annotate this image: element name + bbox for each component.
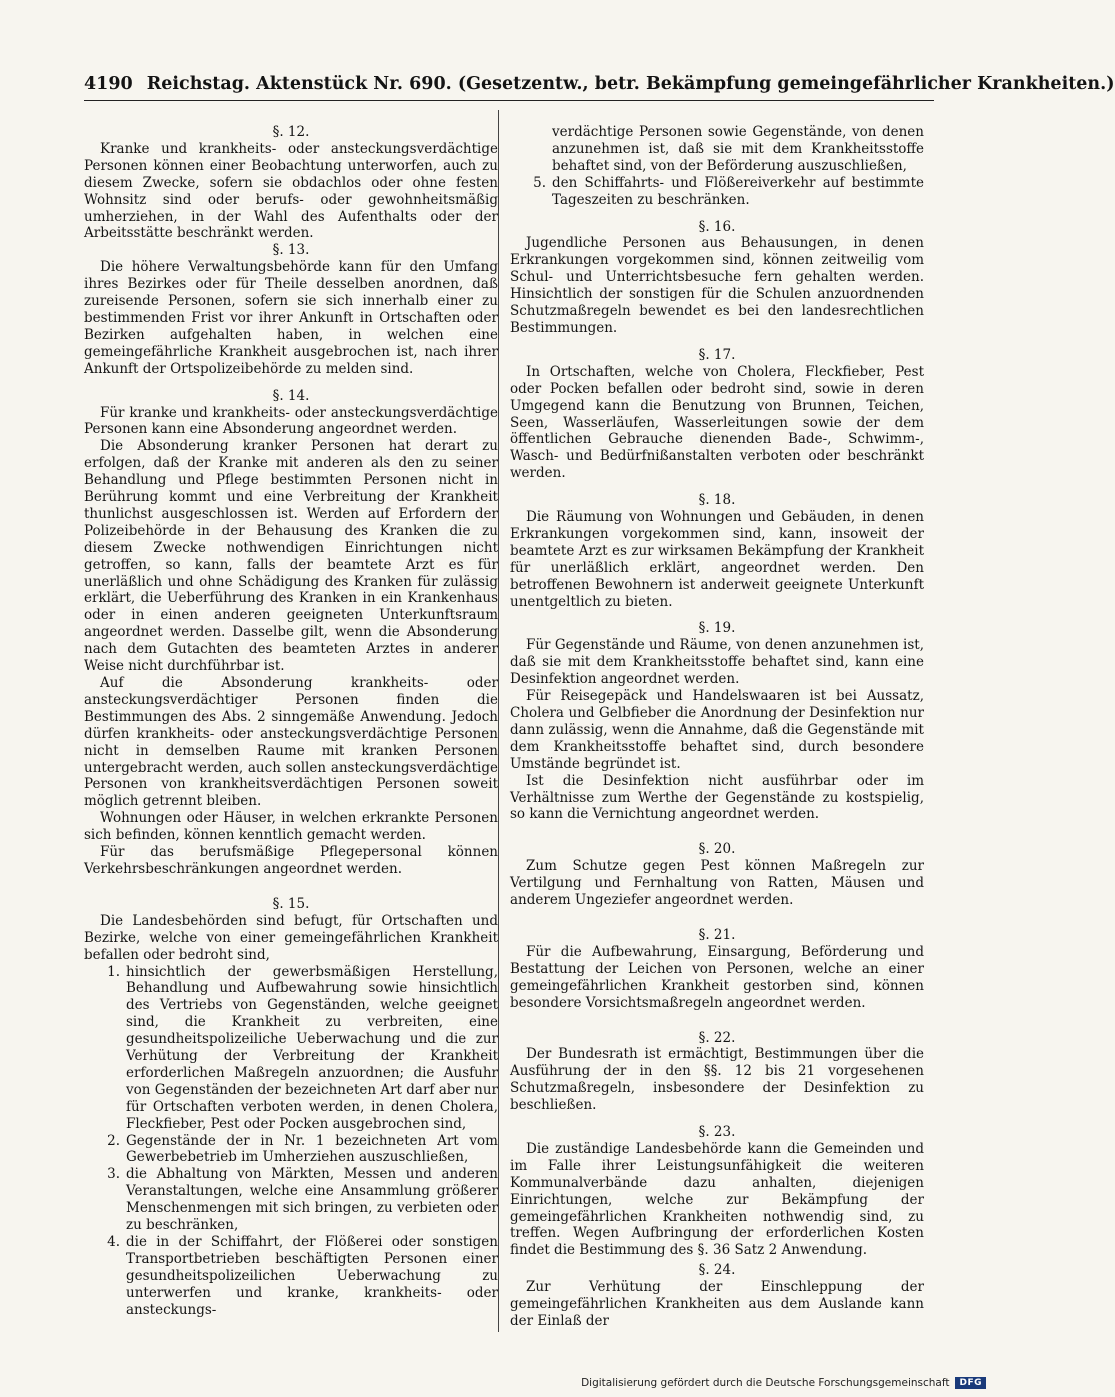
publication-title: Reichstag. [146,74,251,94]
paragraph: Kranke und krankheits- oder ansteckungsverdächtige Personen können einer Beobachtung unterworfen, auch zu diesem Zwecke, sofern sie obdachlos oder ohne festen Wohnsitz sind oder berufs- oder gewohnheitsmäßig umherziehen, in der Wahl des Aufenthalts oder der Arbeitsstätte beschränkt werden. [84,140,498,242]
paragraph: Für das berufsmäßige Pflegepersonal können Verkehrsbeschränkungen angeordnet werden. [84,844,498,877]
section-heading: §. 13. [272,242,310,259]
list-item [84,1133,498,1167]
paragraph: Wohnungen oder Häuser, in welchen erkrankte Personen sich befinden, können kenntlich gemacht werden. [84,810,498,844]
section-heading: §. 19. [698,620,736,637]
list-number: 1. [107,963,120,980]
section-heading: §. 12. [272,124,310,140]
section-heading: §. 17. [698,346,736,363]
document-subject: (Gesetzentw., betr. Bekämpfung gemeingefährlicher Krankheiten.) [457,74,1115,94]
list-item [84,964,498,1133]
paragraph: Für Reisegepäck und Handelswaaren ist bei Aussatz, Cholera und Gelbfieber die Anordnung der Desinfektion nur dann zulässig, wenn die Annahme, daß die Gegenstände mit dem Krankheitsstoffe behaftet sind, durch besondere Umstände begründet ist. [510,688,924,772]
paragraph: Die Räumung von Wohnungen und Gebäuden, in denen Erkrankungen vorgekommen sind, kann, insoweit der beamtete Arzt es zur wirksamen Bekämpfung der Krankheit für unerläßlich erklärt, angeordnet werden. Den betroffenen Bewohnern ist anderweit geeignete Unterkunft unentgeltlich zu bieten. [510,509,924,610]
section-heading: §. 16. [698,218,736,235]
paragraph: Zur Verhütung der Einschleppung der gemeingefährlichen Krankheiten aus dem Auslande kann der Einlaß der [510,1279,924,1329]
section-heading: §. 20. [698,841,736,858]
paragraph: In Ortschaften, welche von Cholera, Fleckfieber, Pest oder Pocken befallen oder bedroht sind, sowie in deren Umgegend kann die Benutzung von Brunnen, Teichen, Seen, Wasserläufen, Wasserleitungen sowie der dem öffentlichen Gebrauche dienenden Bade-, Schwimm-, Wasch- und Bedürfnißanstalten verboten oder beschränkt werden. [510,363,924,482]
paragraph: Die Absonderung kranker Personen hat derart zu erfolgen, daß der Kranke mit anderen als den zu seiner Behandlung und Pflege bestimmten Personen nicht in Berührung kommt und eine Verbreitung der Krankheit thunlichst ausgeschlossen ist. Werden auf Erfordern der Polizeibehörde in der Behausung des Kranken die zu diesem Zwecke nothwendigen Einrichtungen nicht getroffen, so kann, falls der beamtete Arzt es für unerläßlich und ohne Schädigung des Kranken für zulässig erklärt, die Ueberführung des Kranken in ein Krankenhaus oder in einen anderen geeigneten Unterkunftsraum angeordnet werden. Dasselbe gilt, wenn die Absonderung nach dem Gutachten des beamteten Arztes in anderer Weise nicht durchführbar ist. [84,438,498,675]
paragraph: Zum Schutze gegen Pest können Maßregeln zur Vertilgung und Fernhaltung von Ratten, Mäusen und anderem Ungeziefer angeordnet werden. [510,858,924,909]
list-number: 3. [107,1166,120,1183]
list-text: hinsichtlich der gewerbsmäßigen Herstellung, Behandlung und Aufbewahrung sowie hinsichtlich des Vertriebs von Gegenständen, welche geeignet sind, die Krankheit zu verbreiten, eine gesundheitspolizeiliche Ueberwachung und die zur Verhütung der Verbreitung der Krankheit erforderlichen Maßregeln anzuordnen; die Ausfuhr von Gegenständen der bezeichneten Art darf aber nur für Ortschaften verboten werden, in denen Cholera, Fleckfieber, Pest oder Pocken ausgebrochen sind, [126,963,498,1132]
section-heading: §. 24. [698,1262,736,1279]
numbered-list [84,964,498,1319]
header-rule [84,100,934,101]
list-item-continued [510,124,924,175]
paragraph: Die höhere Verwaltungsbehörde kann für den Umfang ihres Bezirkes oder für Theile desselben anordnen, daß zureisende Personen, sofern sie sich innerhalb einer zu bestimmenden Frist vor ihrer Ankunft in Ortschaften oder Bezirken aufgehalten haben, in welchen eine gemeingefährliche Krankheit ausgebrochen ist, nach ihrer Ankunft der Ortspolizeibehörde zu melden sind. [84,259,498,377]
dfg-logo: DFG [955,1377,986,1389]
digitization-footer [581,1377,986,1389]
section-heading: §. 14. [272,387,310,404]
list-number: 2. [107,1132,120,1149]
list-item [84,1166,498,1234]
page-header [84,74,1115,94]
section-heading: §. 23. [698,1124,736,1141]
footer-text: Digitalisierung gefördert durch die Deutsche Forschungsgemeinschaft [581,1377,950,1389]
column-divider [498,110,499,1332]
list-item [84,1234,498,1319]
section-heading: §. 15. [272,895,310,912]
list-number: 4. [107,1234,120,1250]
section-heading: §. 21. [698,926,736,943]
list-number: 5. [533,174,546,191]
paragraph: Die zuständige Landesbehörde kann die Gemeinden und im Falle ihrer Leistungsunfähigkeit die weiteren Kommunalverbände dazu anhalten, diejenigen Einrichtungen, welche zur Bekämpfung der gemeingefährlichen Krankheiten nothwendig sind, zu treffen. Wegen Aufbringung der erforderlichen Kosten findet die Bestimmung des §. 36 Satz 2 Anwendung. [510,1140,924,1259]
list-text: die in der Schiffahrt, der Flößerei oder sonstigen Transportbetrieben beschäftigten Personen einer gesundheitspolizeilichen Ueberwachung zu unterwerfen und kranke, krankheits- oder ansteckungs- [126,1234,498,1318]
document-number: Aktenstück Nr. 690. [256,74,452,94]
paragraph: Für die Aufbewahrung, Einsargung, Beförderung und Bestattung der Leichen von Personen, welche an einer gemeingefährlichen Krankheit gestorben sind, können besondere Vorsichtsmaßregeln angeordnet werden. [510,943,924,1011]
section-heading: §. 22. [698,1029,736,1046]
list-item [510,175,924,209]
paragraph: Für Gegenstände und Räume, von denen anzunehmen ist, daß sie mit dem Krankheitsstoffe behaftet sind, kann eine Desinfektion angeordnet werden. [510,637,924,688]
list-text: Gegenstände der in Nr. 1 bezeichneten Art vom Gewerbebetrieb im Umherziehen auszuschließen, [126,1132,498,1166]
page-number: 4190 [84,74,133,94]
section-heading: §. 18. [698,492,736,509]
list-text: den Schiffahrts- und Flößereiverkehr auf bestimmte Tageszeiten zu beschränken. [552,174,924,208]
paragraph: Für kranke und krankheits- oder ansteckungsverdächtige Personen kann eine Absonderung angeordnet werden. [84,404,498,438]
list-text: verdächtige Personen sowie Gegenstände, von denen anzunehmen ist, daß sie mit dem Krankheitsstoffe behaftet sind, von der Beförderung auszuschließen, [552,124,924,174]
left-column [84,124,498,1319]
paragraph: Auf die Absonderung krankheits- oder ansteckungsverdächtiger Personen finden die Bestimmungen des Abs. 2 sinngemäße Anwendung. Jedoch dürfen krankheits- oder ansteckungsverdächtige Personen nicht in demselben Raume mit kranken Personen untergebracht werden, auch sollen ansteckungsverdächtige Personen von krankheitsverdächtigen Personen soweit möglich getrennt bleiben. [84,675,498,810]
paragraph: Der Bundesrath ist ermächtigt, Bestimmungen über die Ausführung der in den §§. 12 bis 21 vorgesehenen Schutzmaßregeln, insbesondere der Desinfektion zu beschließen. [510,1046,924,1114]
paragraph: Jugendliche Personen aus Behausungen, in denen Erkrankungen vorgekommen sind, können zeitweilig vom Schul- und Unterrichtsbesuche fern gehalten werden. Hinsichtlich der sonstigen für die Schulen anzuordnenden Schutzmaßregeln bewendet es bei den landesrechtlichen Bestimmungen. [510,235,924,336]
paragraph: Die Landesbehörden sind befugt, für Ortschaften und Bezirke, welche von einer gemeingefährlichen Krankheit befallen oder bedroht sind, [84,912,498,963]
right-column [510,124,924,1330]
paragraph: Ist die Desinfektion nicht ausführbar oder im Verhältnisse zum Werthe der Gegenstände zu kostspielig, so kann die Vernichtung angeordnet werden. [510,772,924,823]
list-text: die Abhaltung von Märkten, Messen und anderen Veranstaltungen, welche eine Ansammlung größerer Menschenmengen mit sich bringen, zu verbieten oder zu beschränken, [126,1166,498,1234]
